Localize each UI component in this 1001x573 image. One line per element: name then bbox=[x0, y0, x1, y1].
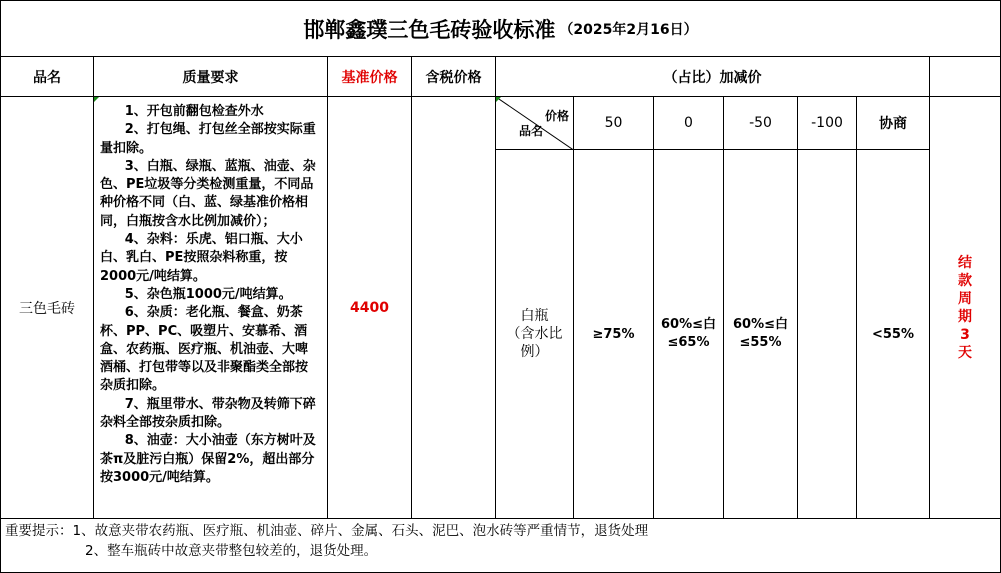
title-main: 邯郸鑫璞三色毛砖验收标准 bbox=[303, 17, 556, 42]
payment-char: 天 bbox=[958, 344, 972, 361]
header-base-price: 基准价格 bbox=[327, 56, 412, 97]
adjust-col-minus-100: -100 bbox=[797, 96, 857, 150]
note-line-1: 重要提示：1、故意夹带农药瓶、医疗瓶、机油壶、碎片、金属、石头、泥巴、泡水砖等严重情节，退货处理 bbox=[5, 523, 649, 539]
note-line-2: 2、整车瓶砖中故意夹带整包较差的，退货处理。 bbox=[85, 543, 378, 559]
payment-char: 结 bbox=[958, 254, 972, 271]
base-price-value: 4400 bbox=[327, 96, 412, 519]
value-col-negotiate: <55% bbox=[856, 149, 930, 519]
title-date: （2025年2月16日） bbox=[559, 21, 698, 38]
adjust-col-0: 0 bbox=[653, 96, 724, 150]
quality-item: 1、开包前翻包检查外水 bbox=[124, 104, 264, 119]
quality-item: 4、杂料：乐虎、铝口瓶、大小白、乳白、PE按照杂料称重，按2000元/吨结算。 bbox=[100, 232, 303, 284]
diag-label-product: 品名 bbox=[519, 124, 544, 138]
diag-label-price: 价格 bbox=[544, 109, 569, 123]
header-product: 品名 bbox=[0, 56, 94, 97]
adjust-col-minus-50: -50 bbox=[723, 96, 798, 150]
header-empty bbox=[929, 56, 1001, 97]
quality-item: 3、白瓶、绿瓶、蓝瓶、油壶、杂色、PE垃圾等分类检测重量，不同品种价格不同（白、蓝、绿基准价格相同，白瓶按含水比例加减价）； bbox=[100, 158, 316, 229]
quality-item: 2、打包绳、打包丝全部按实际重量扣除。 bbox=[100, 122, 316, 156]
quality-item: 5、杂色瓶1000元/吨结算。 bbox=[124, 286, 292, 302]
payment-term-cell bbox=[929, 96, 1001, 519]
header-adjust: （占比）加减价 bbox=[495, 56, 930, 97]
value-col-50: ≥75% bbox=[573, 149, 654, 519]
payment-char: 期 bbox=[958, 308, 972, 325]
quality-requirements bbox=[93, 96, 328, 519]
comment-marker bbox=[496, 97, 501, 102]
value-col-minus-50: 60%≤白 ≤55% bbox=[723, 149, 798, 519]
adjust-col-negotiate: 协商 bbox=[856, 96, 930, 150]
quality-item: 7、瓶里带水、带杂物及转筛下碎杂料全部按杂质扣除。 bbox=[100, 396, 316, 431]
quality-list bbox=[100, 103, 319, 487]
quality-item: 6、杂质：老化瓶、餐盒、奶茶杯、PP、PC、吸塑片、安慕希、酒盒、农药瓶、医疗瓶、机油壶、大啤酒桶、打包带等以及非聚酯类全部按杂质扣除。 bbox=[100, 305, 309, 394]
diagonal-header-cell bbox=[495, 96, 574, 150]
quality-item: 8、油壶：大小油壶（东方树叶及茶π及脏污白瓶）保留2%，超出部分按3000元/吨结算。 bbox=[100, 433, 316, 485]
sheet-title bbox=[0, 0, 1001, 57]
header-tax-price: 含税价格 bbox=[411, 56, 496, 97]
tax-price-value bbox=[411, 96, 496, 519]
payment-char: 周 bbox=[958, 290, 972, 307]
comment-marker bbox=[94, 97, 99, 102]
product-name-cell: 三色毛砖 bbox=[0, 96, 94, 519]
important-notes bbox=[0, 518, 1001, 573]
value-col-0: 60%≤白 ≤65% bbox=[653, 149, 724, 519]
item-white-bottle: 白瓶 （含水比 例） bbox=[495, 149, 574, 519]
header-quality: 质量要求 bbox=[93, 56, 328, 97]
adjust-col-50: 50 bbox=[573, 96, 654, 150]
payment-char: 3 bbox=[960, 326, 970, 343]
value-col-minus-100 bbox=[797, 149, 857, 519]
payment-char: 款 bbox=[958, 272, 972, 289]
